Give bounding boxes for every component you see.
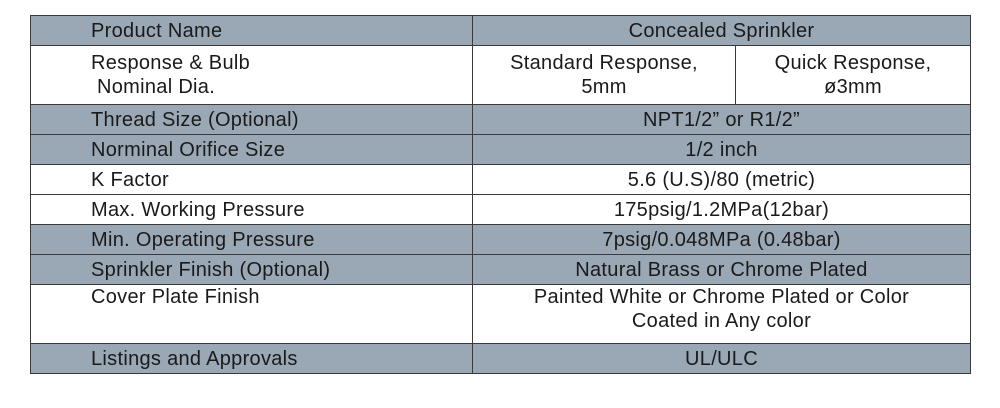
label-min-pressure: Min. Operating Pressure	[31, 225, 473, 255]
value-min-pressure: 7psig/0.048MPa (0.48bar)	[473, 225, 971, 255]
label-max-pressure: Max. Working Pressure	[31, 195, 473, 225]
label-product-name: Product Name	[31, 16, 473, 46]
value-listings: UL/ULC	[473, 344, 971, 374]
label-k-factor: K Factor	[31, 165, 473, 195]
row-product-name	[31, 16, 971, 46]
row-listings	[31, 344, 971, 374]
value-quick-response-line1: Quick Response,	[774, 52, 932, 74]
row-k-factor	[31, 165, 971, 195]
row-sprinkler-finish	[31, 255, 971, 285]
value-sprinkler-finish: Natural Brass or Chrome Plated	[473, 255, 971, 285]
value-thread-size: NPT1/2” or R1/2”	[473, 105, 971, 135]
value-max-pressure: 175psig/1.2MPa(12bar)	[473, 195, 971, 225]
label-orifice-size: Norminal Orifice Size	[31, 135, 473, 165]
value-standard-response-line2: 5mm	[581, 76, 627, 98]
value-standard-response-line1: Standard Response,	[510, 52, 698, 74]
label-response-bulb-line2: Nominal Dia.	[97, 76, 216, 98]
value-cover-plate-line2: Coated in Any color	[631, 310, 812, 332]
value-orifice-size: 1/2 inch	[473, 135, 971, 165]
row-orifice-size	[31, 135, 971, 165]
label-response-bulb-line1: Response & Bulb	[91, 52, 251, 74]
label-response-bulb	[31, 46, 473, 105]
row-response-bulb	[31, 46, 971, 105]
row-cover-plate	[31, 285, 971, 344]
value-standard-response	[473, 46, 736, 105]
spec-table	[30, 15, 971, 374]
value-cover-plate	[473, 285, 971, 344]
row-max-pressure	[31, 195, 971, 225]
value-quick-response-line2: ø3mm	[824, 76, 882, 98]
row-min-pressure	[31, 225, 971, 255]
value-k-factor: 5.6 (U.S)/80 (metric)	[473, 165, 971, 195]
value-cover-plate-line1: Painted White or Chrome Plated or Color	[533, 286, 910, 308]
label-listings: Listings and Approvals	[31, 344, 473, 374]
label-cover-plate: Cover Plate Finish	[31, 285, 473, 344]
row-thread-size	[31, 105, 971, 135]
label-sprinkler-finish: Sprinkler Finish (Optional)	[31, 255, 473, 285]
value-product-name: Concealed Sprinkler	[473, 16, 971, 46]
label-thread-size: Thread Size (Optional)	[31, 105, 473, 135]
value-quick-response	[736, 46, 971, 105]
